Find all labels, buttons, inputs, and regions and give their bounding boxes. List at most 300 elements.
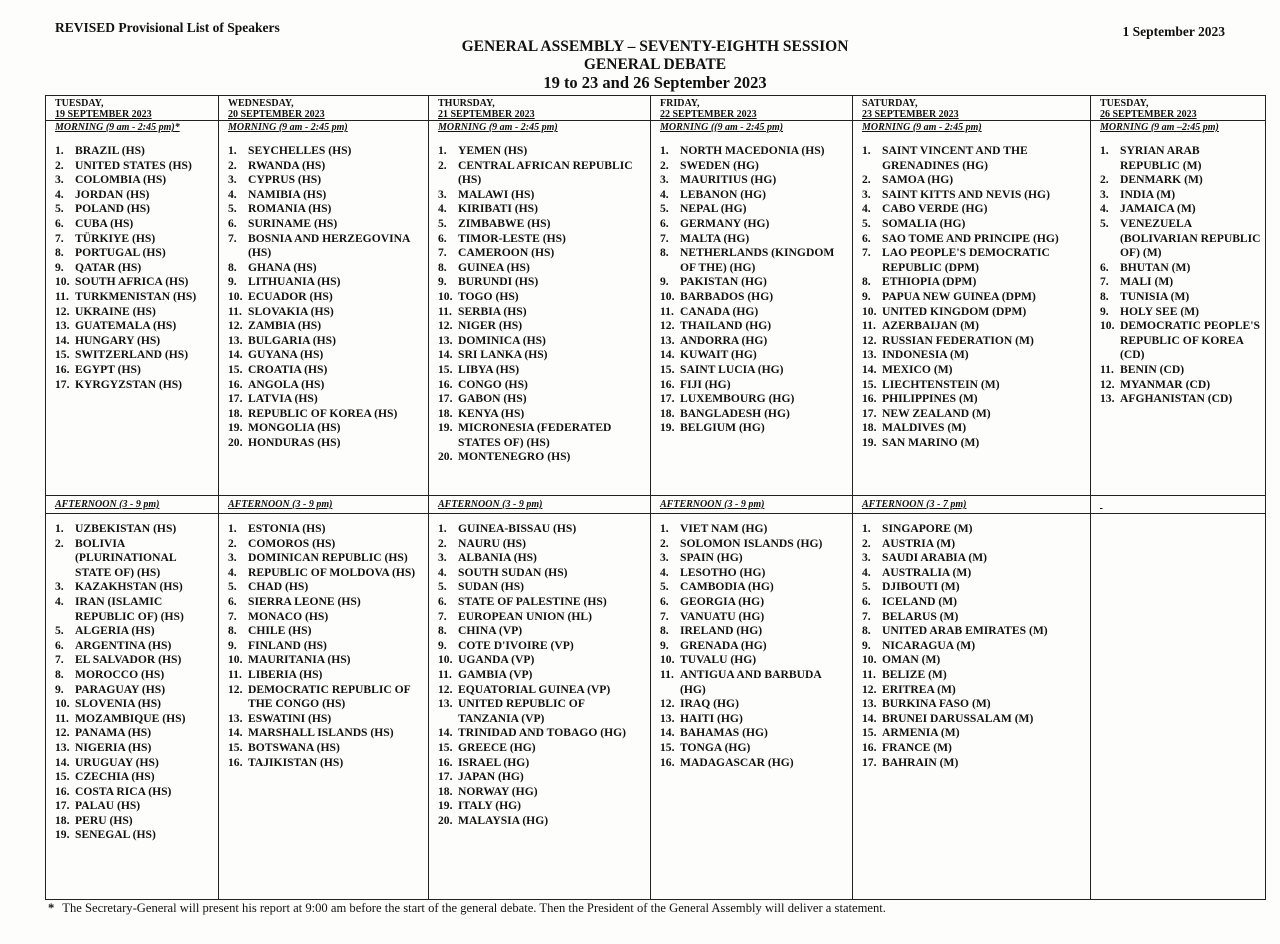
morning-speaker-list [853,136,1090,450]
speaker-item [660,610,848,625]
speaker-item [55,799,214,814]
speaker-item [438,697,646,726]
speaker-name: EUROPEAN UNION (HL) [458,609,592,623]
speaker-item [228,421,424,436]
speaker-item [228,551,424,566]
speaker-name: MONACO (HS) [248,609,329,623]
speaker-number: 5. [228,202,237,216]
speaker-name: BURUNDI (HS) [458,275,539,289]
speaker-item [55,202,214,217]
day-header [46,96,218,120]
speaker-item [228,712,424,727]
speaker-item [438,522,646,537]
speaker-number: 18. [438,784,453,798]
speaker-item [862,697,1086,712]
speaker-name: SLOVAKIA (HS) [248,304,334,318]
speaker-number: 6. [660,216,669,230]
speaker-item [438,290,646,305]
speaker-item [228,741,424,756]
morning-speaker-list [219,136,428,450]
speaker-name: PHILIPPINES (M) [882,392,978,406]
speaker-number: 2. [438,158,447,172]
speaker-item [1100,202,1261,217]
speaker-item [228,202,424,217]
speaker-number: 14. [228,726,243,740]
speaker-name: VENEZUELA (BOLIVARIAN REPUBLIC OF) (M) [1120,216,1261,260]
speaker-item [55,785,214,800]
day-afternoon-cell [651,496,853,900]
speaker-name: FINLAND (HS) [248,638,327,652]
speaker-name: ROMANIA (HS) [248,202,332,216]
speaker-number: 8. [228,260,237,274]
speaker-number: 14. [438,348,453,362]
speaker-name: GUINEA-BISSAU (HS) [458,522,577,535]
day-afternoon-cell [1091,496,1266,900]
speaker-name: LIECHTENSTEIN (M) [882,377,1000,391]
speaker-name: CENTRAL AFRICAN REPUBLIC (HS) [458,158,633,187]
speaker-name: LIBYA (HS) [458,362,520,376]
speaker-item [55,522,214,537]
speaker-name: KAZAKHSTAN (HS) [75,580,183,594]
speaker-item [862,741,1086,756]
speaker-name: LESOTHO (HG) [680,565,766,579]
speaker-name: LATVIA (HS) [248,392,318,406]
speaker-name: ECUADOR (HS) [248,289,333,303]
day-name: FRIDAY, [660,98,700,109]
speaker-name: BELGIUM (HG) [680,421,765,435]
speaker-name: BARBADOS (HG) [680,289,774,303]
speaker-number: 4. [862,565,871,579]
speaker-item [55,653,214,668]
speaker-number: 4. [55,187,64,201]
speaker-item [228,392,424,407]
speaker-name: BOSNIA AND HERZEGOVINA (HS) [248,231,410,260]
speaker-item [228,683,424,712]
speaker-number: 16. [438,755,453,769]
speaker-number: 20. [438,450,453,464]
speaker-item [862,363,1086,378]
speaker-name: NAMIBIA (HS) [248,187,327,201]
speaker-name: ARMENIA (M) [882,726,960,740]
speaker-number: 15. [438,362,453,376]
speaker-item [1100,144,1261,173]
speaker-item [862,407,1086,422]
speaker-number: 19. [862,435,877,449]
speaker-item [660,159,848,174]
speaker-name: SOUTH SUDAN (HS) [458,565,568,579]
speaker-number: 2. [660,536,669,550]
speaker-number: 10. [228,653,243,667]
speaker-number: 12. [660,319,675,333]
speaker-number: 15. [862,377,877,391]
speaker-number: 19. [438,421,453,435]
speaker-name: CZECHIA (HS) [75,770,155,784]
afternoon-speaker-list [651,514,852,770]
morning-slot-label: MORNING ((9 am - 2:45 pm) [651,120,852,136]
speaker-number: 14. [660,726,675,740]
speaker-item [438,580,646,595]
speaker-number: 17. [660,392,675,406]
speaker-item [55,378,214,393]
speaker-item [660,756,848,771]
speaker-item [438,217,646,232]
speaker-number: 13. [228,333,243,347]
morning-slot-label: MORNING (9 am - 2:45 pm) [429,120,650,136]
speaker-item [862,290,1086,305]
speaker-item [55,697,214,712]
speaker-number: 6. [55,216,64,230]
speaker-number: 10. [228,289,243,303]
speaker-number: 9. [1100,304,1109,318]
speaker-item [228,522,424,537]
morning-slot-label: MORNING (9 am - 2:45 pm) [853,120,1090,136]
speaker-name: PANAMA (HS) [75,726,152,740]
speaker-item [862,726,1086,741]
speaker-item [55,712,214,727]
speaker-number: 16. [660,377,675,391]
speaker-name: POLAND (HS) [75,202,151,216]
day-date: 26 SEPTEMBER 2023 [1100,109,1197,120]
speaker-name: NEW ZEALAND (M) [882,406,991,420]
speaker-name: DJIBOUTI (M) [882,580,960,594]
day-date: 23 SEPTEMBER 2023 [862,109,959,120]
speaker-number: 6. [55,638,64,652]
speaker-item [660,566,848,581]
speaker-name: GAMBIA (VP) [458,667,533,681]
speaker-item [55,639,214,654]
speaker-number: 7. [228,231,237,245]
speaker-name: IRELAND (HG) [680,624,763,638]
day-date: 21 SEPTEMBER 2023 [438,109,535,120]
speaker-number: 15. [55,770,70,784]
speaker-number: 17. [228,392,243,406]
speaker-item [862,756,1086,771]
speaker-name: REPUBLIC OF MOLDOVA (HS) [248,565,416,579]
speaker-name: UNITED REPUBLIC OF TANZANIA (VP) [458,697,585,725]
speaker-number: 6. [228,594,237,608]
speaker-number: 18. [55,813,70,827]
speaker-name: SAINT KITTS AND NEVIS (HG) [882,187,1050,201]
speaker-number: 9. [55,682,64,696]
morning-row [46,96,1266,496]
speaker-name: TUNISIA (M) [1120,289,1190,303]
day-afternoon-cell [429,496,651,900]
speaker-number: 4. [660,187,669,201]
speaker-item [862,232,1086,247]
speaker-number: 7. [55,231,64,245]
speaker-number: 14. [55,755,70,769]
speaker-name: MALAWI (HS) [458,187,535,201]
speaker-number: 15. [862,726,877,740]
speaker-item [228,319,424,334]
speaker-item [55,217,214,232]
speaker-name: NETHERLANDS (KINGDOM OF THE) (HG) [680,246,835,274]
speaker-number: 11. [55,711,69,725]
speaker-name: LITHUANIA (HS) [248,275,341,289]
speaker-name: CAMEROON (HS) [458,246,555,260]
day-morning-cell [46,96,219,496]
day-date: 20 SEPTEMBER 2023 [228,109,325,120]
speaker-name: SEYCHELLES (HS) [248,144,352,157]
day-header [219,96,428,120]
speaker-number: 10. [660,653,675,667]
speaker-name: PAPUA NEW GUINEA (DPM) [882,289,1036,303]
speaker-item [55,537,214,581]
speaker-name: FRANCE (M) [882,740,952,754]
speaker-number: 6. [862,594,871,608]
speaker-item [438,188,646,203]
day-header [429,96,650,120]
speaker-name: BAHAMAS (HG) [680,726,768,740]
speaker-number: 12. [862,333,877,347]
speaker-item [438,814,646,829]
speaker-item [55,756,214,771]
speaker-number: 4. [660,565,669,579]
speaker-item [55,261,214,276]
speaker-number: 3. [228,173,237,187]
speaker-name: NICARAGUA (M) [882,638,976,652]
speaker-name: BOLIVIA (PLURINATIONAL STATE OF) (HS) [75,536,176,579]
speaker-number: 2. [228,158,237,172]
speaker-name: CHINA (VP) [458,624,523,638]
speaker-item [438,799,646,814]
speaker-item [660,697,848,712]
speaker-name: MOROCCO (HS) [75,667,165,681]
speaker-number: 7. [660,609,669,623]
speaker-number: 12. [55,304,70,318]
speaker-number: 1. [228,144,237,157]
morning-slot-label: MORNING (9 am - 2:45 pm)* [46,120,218,136]
speaker-number: 2. [660,158,669,172]
speaker-number: 10. [1100,319,1115,333]
speaker-item [660,653,848,668]
speaker-number: 7. [55,653,64,667]
speaker-item [438,668,646,683]
speaker-item [438,610,646,625]
speaker-item [660,392,848,407]
speaker-number: 19. [55,828,70,842]
speaker-number: 16. [438,377,453,391]
speaker-name: SWITZERLAND (HS) [75,348,189,362]
day-afternoon-cell [219,496,429,900]
day-header [853,96,1090,120]
speaker-name: GHANA (HS) [248,260,317,274]
speaker-name: MONTENEGRO (HS) [458,450,571,464]
date-range: 19 to 23 and 26 September 2023 [543,73,767,92]
speaker-name: SYRIAN ARAB REPUBLIC (M) [1120,144,1202,172]
speaker-number: 13. [55,319,70,333]
speaker-number: 2. [862,173,871,187]
speaker-item [660,348,848,363]
speaker-number: 7. [660,231,669,245]
speaker-number: 11. [228,304,242,318]
speaker-item [228,217,424,232]
speaker-name: SIERRA LEONE (HS) [248,594,361,608]
speaker-item [55,188,214,203]
speaker-item [438,144,646,159]
speaker-number: 9. [228,638,237,652]
speaker-item [228,668,424,683]
speaker-item [660,522,848,537]
speaker-name: INDIA (M) [1120,187,1176,201]
afternoon-speaker-list [853,514,1090,770]
speaker-number: 12. [438,682,453,696]
afternoon-slot-label: AFTERNOON (3 - 9 pm) [429,496,650,514]
speaker-item [660,144,848,159]
speaker-item [55,290,214,305]
speaker-name: BANGLADESH (HG) [680,406,790,420]
speaker-name: SRI LANKA (HS) [458,348,548,362]
speaker-name: SAINT VINCENT AND THE GRENADINES (HG) [882,144,1028,172]
page-title: GENERAL ASSEMBLY – SEVENTY-EIGHTH SESSION [461,38,849,55]
speaker-name: MYANMAR (CD) [1120,377,1211,391]
speaker-name: JAMAICA (M) [1120,202,1196,216]
speaker-item [438,392,646,407]
speaker-item [228,639,424,654]
speaker-item [862,421,1086,436]
speaker-name: PALAU (HS) [75,799,141,813]
speaker-item [55,814,214,829]
speaker-number: 15. [438,740,453,754]
speaker-item [660,580,848,595]
speaker-item [55,334,214,349]
speaker-name: AUSTRIA (M) [882,536,956,550]
footnote-marker: * [48,901,55,915]
speaker-item [228,624,424,639]
speaker-name: MEXICO (M) [882,362,953,376]
speaker-name: VIET NAM (HG) [680,522,768,535]
speaker-number: 7. [1100,275,1109,289]
speaker-number: 14. [55,333,70,347]
day-morning-cell [853,96,1091,496]
speaker-name: TONGA (HG) [680,740,751,754]
speaker-number: 3. [55,173,64,187]
speaker-name: NIGERIA (HS) [75,740,152,754]
speaker-number: 9. [660,275,669,289]
speaker-item [1100,363,1261,378]
day-name: THURSDAY, [438,98,495,109]
speaker-name: BULGARIA (HS) [248,333,336,347]
speaker-number: 7. [438,609,447,623]
document-date: 1 September 2023 [1122,24,1225,39]
speaker-item [862,580,1086,595]
morning-slot-label: MORNING (9 am –2:45 pm) [1091,120,1265,136]
speaker-item [228,726,424,741]
speaker-number: 9. [438,275,447,289]
speaker-number: 4. [55,594,64,608]
speaker-item [660,741,848,756]
speaker-number: 19. [660,421,675,435]
day-header [1091,96,1265,120]
speaker-name: CUBA (HS) [75,216,134,230]
speaker-name: MAURITIUS (HG) [680,173,777,187]
day-morning-cell [651,96,853,496]
speaker-number: 8. [1100,289,1109,303]
speaker-item [1100,217,1261,261]
speaker-item [862,378,1086,393]
speaker-number: 16. [55,362,70,376]
speaker-item [1100,188,1261,203]
speaker-name: SOUTH AFRICA (HS) [75,275,189,289]
speaker-item [438,275,646,290]
speaker-name: SAMOA (HG) [882,173,954,187]
speaker-item [55,580,214,595]
speaker-number: 4. [438,565,447,579]
speaker-item [228,537,424,552]
speaker-number: 2. [862,536,871,550]
speaker-number: 2. [1100,173,1109,187]
speaker-number: 18. [862,421,877,435]
speaker-name: UNITED ARAB EMIRATES (M) [882,624,1048,638]
afternoon-speaker-list [429,514,650,828]
speaker-name: TÜRKIYE (HS) [75,231,156,245]
speaker-item [862,668,1086,683]
speaker-name: ALBANIA (HS) [458,551,537,565]
day-afternoon-cell [853,496,1091,900]
speaker-name: BHUTAN (M) [1120,260,1191,274]
speaker-number: 20. [228,435,243,449]
speaker-item [862,595,1086,610]
speaker-item [862,436,1086,451]
speaker-name: DEMOCRATIC PEOPLE'S REPUBLIC OF KOREA (CD) [1120,319,1260,362]
title-block [0,38,1280,92]
speaker-item [862,639,1086,654]
speaker-number: 12. [1100,377,1115,391]
speaker-name: BELARUS (M) [882,609,959,623]
speaker-number: 13. [1100,392,1115,406]
speaker-item [438,305,646,320]
speaker-number: 6. [862,231,871,245]
speaker-item [1100,173,1261,188]
speaker-number: 5. [438,580,447,594]
speaker-item [228,595,424,610]
speaker-number: 1. [55,144,64,157]
speaker-number: 13. [660,333,675,347]
speaker-item [55,232,214,247]
speaker-number: 14. [660,348,675,362]
speaker-number: 5. [55,202,64,216]
speaker-number: 2. [55,158,64,172]
speaker-name: TIMOR-LESTE (HS) [458,231,566,245]
speaker-name: JAPAN (HG) [458,770,524,784]
speaker-number: 12. [228,682,243,696]
speaker-number: 7. [862,246,871,260]
speaker-name: BELIZE (M) [882,667,947,681]
speaker-name: NORTH MACEDONIA (HS) [680,144,825,157]
speaker-number: 14. [438,726,453,740]
speaker-number: 12. [660,697,675,711]
speaker-name: NIGER (HS) [458,319,523,333]
speaker-item [228,653,424,668]
speaker-name: KUWAIT (HG) [680,348,757,362]
speaker-number: 1. [862,144,871,157]
speaker-number: 19. [228,421,243,435]
speaker-item [55,305,214,320]
speaker-name: ANTIGUA AND BARBUDA (HG) [680,667,822,696]
speaker-item [862,202,1086,217]
speaker-item [438,551,646,566]
speaker-item [862,217,1086,232]
speaker-item [228,290,424,305]
speaker-name: ARGENTINA (HS) [75,638,172,652]
speaker-name: STATE OF PALESTINE (HS) [458,594,607,608]
speaker-item [1100,290,1261,305]
speaker-item [862,712,1086,727]
speaker-name: ALGERIA (HS) [75,624,155,638]
speaker-number: 1. [660,522,669,535]
speaker-name: TUVALU (HG) [680,653,757,667]
speaker-item [55,348,214,363]
